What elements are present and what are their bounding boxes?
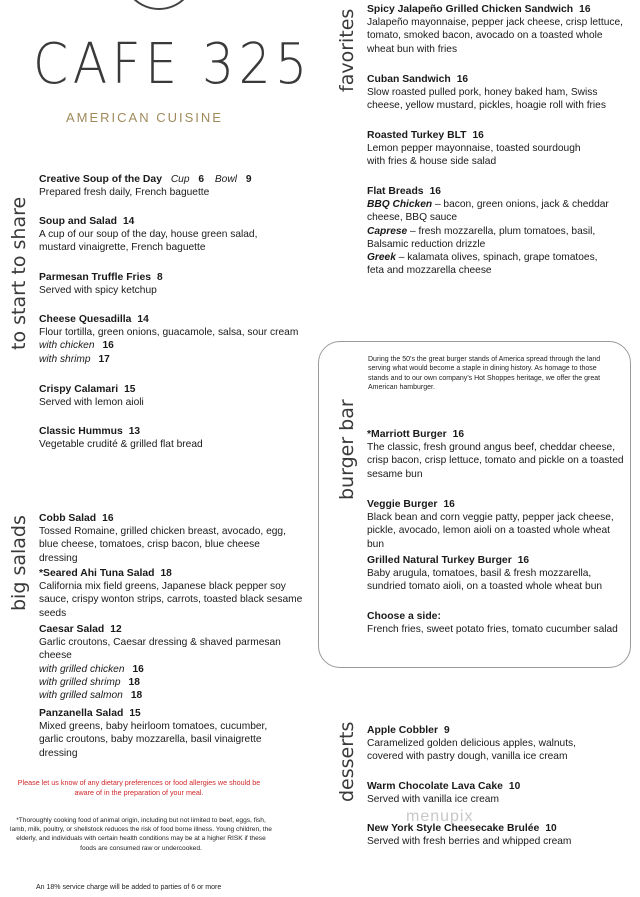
item-name: Grilled Natural Turkey Burger: [367, 555, 512, 566]
item-price: 10: [545, 823, 557, 834]
item-description: Served with fresh berries and whipped cream: [367, 836, 572, 848]
item-price: 9: [444, 725, 450, 736]
item-price: 12: [110, 624, 122, 635]
item-price: 16: [102, 513, 114, 524]
item-name: Flat Breads: [367, 186, 424, 197]
item-description: French fries, sweet potato fries, tomato cucumber salad: [367, 624, 618, 636]
section-label-favorites: favorites: [336, 8, 358, 92]
item-price: 16: [452, 429, 465, 440]
item-description: Caramelized golden delicious apples, walnuts, covered with pastry dough, vanilla ice cream: [367, 738, 576, 763]
item-price: 16: [517, 555, 530, 566]
item-price: 15: [124, 384, 136, 395]
item-name: Cobb Salad: [39, 513, 97, 524]
item-price: 15: [129, 708, 141, 719]
menu-item: [39, 173, 301, 199]
item-size-label: Cup: [170, 174, 190, 185]
item-price: 9: [245, 174, 252, 185]
item-price: 16: [579, 4, 591, 15]
item-variant: Caprese – fresh mozzarella, plum tomatoes, basil, Balsamic reduction drizzle: [367, 225, 596, 250]
menu-item: [39, 567, 307, 620]
item-description: Jalapeño mayonnaise, pepper jack cheese, crisp lettuce, tomato, smoked bacon, avocado on a toasted whole wheat bun with fries: [367, 17, 623, 55]
item-name: *Seared Ahi Tuna Salad: [39, 568, 155, 579]
item-name: Spicy Jalapeño Grilled Chicken Sandwich: [367, 4, 574, 15]
menu-item: [367, 73, 617, 113]
item-description: A cup of our soup of the day, house green salad, mustard vinaigrette, French baguette: [39, 229, 258, 254]
item-name: Warm Chocolate Lava Cake: [367, 781, 503, 792]
burger-bar-intro: During the 50’s the great burger stands of America spread through the land serving what would become a staple in dining history. As homage to those stands and to our own company’s Hot Shoppes heritage, we offer the great American hamburger.: [368, 356, 601, 391]
item-name: Classic Hummus: [39, 426, 123, 437]
item-variant: BBQ Chicken – bacon, green onions, jack & cheddar cheese, BBQ sauce: [367, 199, 609, 224]
watermark: menupix: [406, 808, 474, 825]
menu-item: [367, 554, 625, 594]
item-price: 16: [456, 74, 469, 85]
item-name: *Marriott Burger: [367, 429, 447, 440]
menu-item: [367, 822, 607, 848]
item-name: Parmesan Truffle Fries: [39, 272, 152, 283]
item-name: Panzanella Salad: [39, 708, 124, 719]
item-description: Served with vanilla ice cream: [367, 794, 499, 806]
section-label-burger-bar: burger bar: [336, 399, 358, 500]
menu-item: [39, 623, 307, 702]
section-label-to-start: to start to share: [8, 196, 30, 350]
item-name: Roasted Turkey BLT: [367, 130, 467, 141]
item-option: with grilled shrimp 18: [39, 676, 140, 688]
menu-item: [39, 512, 301, 565]
item-description: The classic, fresh ground angus beef, cheddar cheese, crisp bacon, crisp lettuce, tomato and pickle on a toasted sesame bun: [367, 442, 624, 480]
item-description: Flour tortilla, green onions, guacamole, salsa, sour cream: [39, 327, 299, 339]
item-description: Slow roasted pulled pork, honey baked ham, Swiss cheese, yellow mustard, pickles, hoagie roll with fries: [367, 87, 606, 112]
item-price: 16: [429, 186, 441, 197]
logo-emblem: [122, 0, 196, 10]
item-price: 8: [157, 272, 163, 283]
item-description: California mix field greens, Japanese black pepper soy sauce, crispy wonton strips, carrots, toasted black sesame seeds: [39, 581, 303, 619]
item-description: Tossed Romaine, grilled chicken breast, avocado, egg, blue cheese, tomatoes, crisp bacon, blue cheese dressing: [39, 526, 286, 564]
menu-item: [367, 498, 625, 551]
item-price: 16: [472, 130, 484, 141]
item-option: with grilled salmon 18: [39, 690, 143, 702]
menu-item: [367, 129, 582, 169]
allergy-notice: Please let us know of any dietary preferences or food allergies we should be aware of in the preparation of your meal.: [17, 778, 261, 797]
item-name: Cuban Sandwich: [367, 74, 451, 85]
item-description: Vegetable crudité & grilled flat bread: [39, 439, 203, 451]
menu-item: [39, 707, 289, 760]
item-price: 13: [128, 426, 141, 437]
item-name: Creative Soup of the Day: [39, 174, 162, 185]
menu-item: [367, 185, 612, 277]
service-charge-note: An 18% service charge will be added to parties of 6 or more: [36, 884, 222, 891]
item-name: Caesar Salad: [39, 624, 105, 635]
menu-item: [39, 215, 284, 255]
item-price: 14: [137, 314, 149, 325]
item-description: Garlic croutons, Caesar dressing & shaved parmesan cheese: [39, 637, 281, 662]
item-name: Choose a side:: [367, 611, 441, 622]
item-description: Served with spicy ketchup: [39, 285, 157, 297]
item-name: Cheese Quesadilla: [39, 314, 132, 325]
item-price: 6: [198, 174, 205, 185]
menu-item: [367, 3, 629, 56]
item-description: Prepared fresh daily, French baguette: [39, 187, 210, 199]
menu-item: [367, 610, 625, 636]
item-price: 14: [122, 216, 135, 227]
item-price: 18: [160, 568, 172, 579]
item-description: Served with lemon aioli: [39, 397, 144, 409]
item-description: Black bean and corn veggie patty, pepper jack cheese, pickle, avocado, lemon aioli on a toasted whole wheat bun: [367, 512, 614, 550]
item-description: Baby arugula, tomatoes, basil & fresh mozzarella, sundried tomato aioli, on a toasted whole wheat bun: [367, 568, 603, 593]
item-name: Crispy Calamari: [39, 384, 119, 395]
item-name: Apple Cobbler: [367, 725, 439, 736]
menu-item: [367, 428, 625, 481]
menu-item: [39, 313, 301, 366]
item-size-label: Bowl: [214, 174, 237, 185]
menu-item: [39, 425, 301, 451]
item-option: with grilled chicken 16: [39, 663, 144, 675]
item-variant: Greek – kalamata olives, spinach, grape tomatoes, feta and mozzarella cheese: [367, 252, 598, 277]
item-option: with chicken 16: [39, 340, 114, 352]
menu-item: [39, 383, 301, 409]
item-description: Lemon pepper mayonnaise, toasted sourdough with fries & house side salad: [367, 143, 581, 168]
menu-item: [39, 271, 301, 297]
section-label-big-salads: big salads: [8, 515, 30, 611]
menu-item: [367, 724, 582, 764]
section-label-desserts: desserts: [336, 721, 358, 802]
restaurant-tagline: AMERICAN CUISINE: [66, 110, 223, 125]
item-option: with shrimp 17: [39, 353, 110, 365]
food-safety-disclaimer: *Thoroughly cooking food of animal origin, including but not limited to beef, eggs, fish, lamb, milk, poultry, or shellstock reduces the risk of food borne illness. Young children, the elderly, and individuals with certain health conditions may be at a higher RISK if these foods are consumed raw or undercooked.: [10, 817, 272, 852]
item-name: Soup and Salad: [39, 216, 117, 227]
menu-item: [367, 780, 597, 806]
restaurant-name: CAFE 325: [33, 32, 312, 97]
item-name: New York Style Cheesecake Brulée: [367, 823, 540, 834]
item-name: Veggie Burger: [367, 499, 438, 510]
item-description: Mixed greens, baby heirloom tomatoes, cucumber, garlic croutons, baby mozzarella, basil vinaigrette dressing: [39, 721, 268, 759]
item-price: 16: [443, 499, 455, 510]
item-price: 10: [508, 781, 521, 792]
